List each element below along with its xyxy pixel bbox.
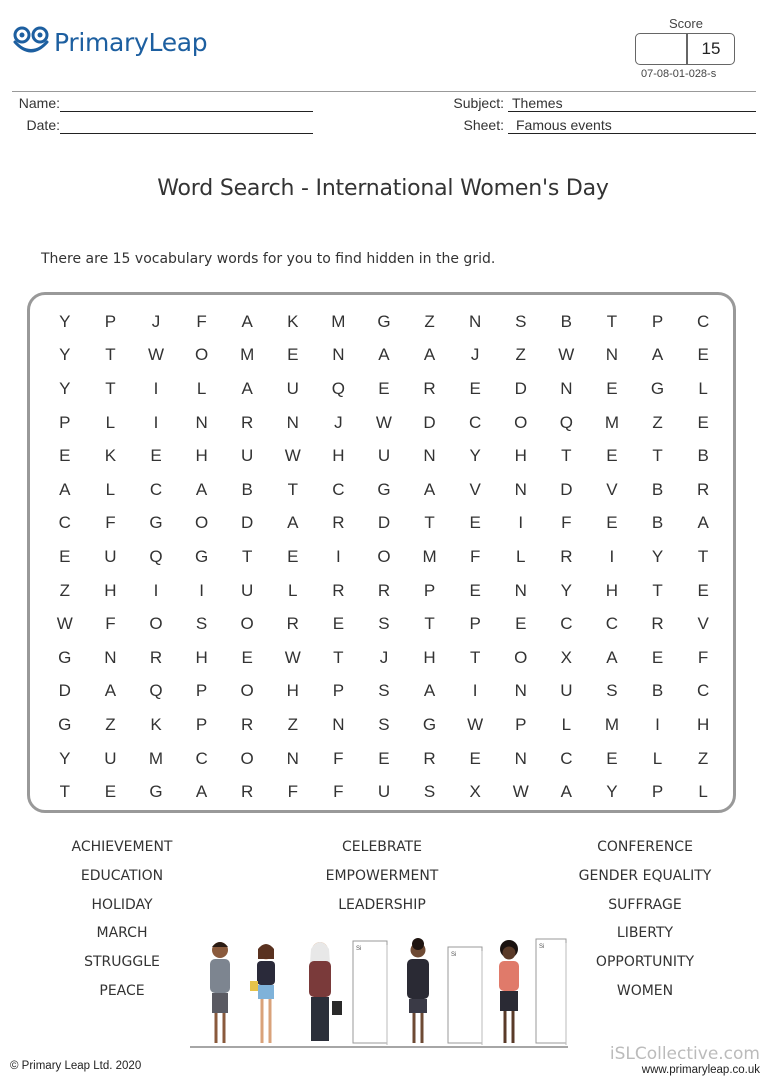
grid-letter[interactable]: U <box>104 546 117 566</box>
grid-letter[interactable]: F <box>196 311 207 331</box>
grid-letter[interactable]: T <box>59 782 70 802</box>
grid-letter[interactable]: T <box>652 446 663 466</box>
grid-letter[interactable]: Z <box>59 580 70 600</box>
woman-figure-4 <box>407 938 429 1043</box>
grid-letter[interactable]: B <box>560 311 572 331</box>
name-label: Name: <box>18 95 60 111</box>
grid-letter[interactable]: A <box>651 345 664 365</box>
grid-letter[interactable]: L <box>105 479 116 499</box>
grid-row <box>42 574 727 608</box>
sign-label: Si <box>451 952 457 958</box>
vocabulary-word: EDUCATION <box>80 867 164 884</box>
frog-face-icon <box>12 26 50 58</box>
grid-letter[interactable]: S <box>378 614 390 634</box>
grid-letter[interactable]: T <box>424 614 435 634</box>
vocabulary-word: LEADERSHIP <box>338 896 426 913</box>
vocabulary-word: SUFFRAGE <box>608 896 682 913</box>
grid-letter[interactable]: D <box>241 513 254 533</box>
woman-figure-1 <box>210 942 230 1043</box>
grid-letter[interactable]: A <box>423 345 436 365</box>
grid-letter[interactable]: E <box>469 513 481 533</box>
vocabulary-word: MARCH <box>96 925 148 942</box>
grid-letter[interactable]: E <box>697 412 709 432</box>
grid-letter[interactable]: O <box>514 647 528 667</box>
grid-letter[interactable]: X <box>469 782 481 802</box>
grid-letter[interactable]: H <box>104 580 117 600</box>
grid-row <box>42 775 727 809</box>
date-field-line[interactable] <box>60 133 313 134</box>
grid-letter[interactable]: U <box>377 782 391 802</box>
grid-letter[interactable]: F <box>333 782 344 802</box>
woman-figure-2 <box>250 944 275 1043</box>
grid-letter[interactable]: E <box>59 546 71 566</box>
grid-letter[interactable]: Q <box>331 378 345 398</box>
grid-letter[interactable]: P <box>423 580 436 600</box>
grid-letter[interactable]: S <box>378 714 390 734</box>
grid-letter[interactable]: C <box>560 614 573 634</box>
grid-letter[interactable]: C <box>469 412 482 432</box>
grid-letter[interactable]: W <box>558 345 575 365</box>
vocabulary-word: PEACE <box>99 983 145 999</box>
word-search-grid <box>42 305 727 809</box>
grid-letter[interactable]: I <box>655 714 660 734</box>
grid-letter[interactable]: C <box>605 614 619 634</box>
copyright: © Primary Leap Ltd. 2020 <box>10 1060 142 1072</box>
grid-letter[interactable]: I <box>153 378 159 398</box>
grid-row <box>42 607 727 641</box>
grid-letter[interactable]: C <box>195 748 208 768</box>
grid-letter[interactable]: Z <box>424 311 435 331</box>
grid-letter[interactable]: I <box>472 681 478 701</box>
grid-letter[interactable]: L <box>516 546 526 566</box>
grid-letter[interactable]: E <box>697 580 709 600</box>
grid-letter[interactable]: V <box>697 614 709 634</box>
grid-letter[interactable]: E <box>241 647 253 667</box>
grid-letter[interactable]: W <box>375 412 392 432</box>
brand-logo <box>12 26 207 58</box>
grid-letter[interactable]: H <box>423 647 436 667</box>
grid-letter[interactable]: I <box>153 412 159 432</box>
watermark: iSLCollective.com <box>609 1044 760 1064</box>
grid-letter[interactable]: B <box>651 479 664 499</box>
grid-letter[interactable]: B <box>241 479 253 499</box>
grid-letter[interactable]: F <box>105 614 116 634</box>
grid-letter[interactable]: A <box>241 378 253 398</box>
vocabulary-word: LIBERTY <box>616 925 674 942</box>
word-search-grid-frame <box>27 292 736 813</box>
grid-letter[interactable]: Z <box>105 714 116 734</box>
grid-row <box>42 473 727 507</box>
grid-letter[interactable]: T <box>561 446 572 466</box>
grid-letter[interactable]: S <box>423 782 436 802</box>
sheet-value: Famous events <box>516 117 612 133</box>
grid-letter[interactable]: E <box>606 748 618 768</box>
grid-letter[interactable]: A <box>195 782 208 802</box>
grid-letter[interactable]: E <box>606 513 618 533</box>
grid-row <box>42 439 727 473</box>
grid-letter[interactable]: H <box>286 681 299 701</box>
grid-letter[interactable]: R <box>651 614 664 634</box>
grid-letter[interactable]: C <box>149 479 163 499</box>
grid-letter[interactable]: E <box>378 378 390 398</box>
grid-letter[interactable]: O <box>240 748 254 768</box>
protest-sign-2 <box>448 947 482 1045</box>
grid-letter[interactable]: W <box>284 446 301 466</box>
grid-letter[interactable]: M <box>240 345 255 365</box>
grid-letter[interactable]: U <box>104 748 117 768</box>
score-box <box>635 33 735 65</box>
grid-letter[interactable]: E <box>606 446 618 466</box>
grid-letter[interactable]: B <box>651 681 664 701</box>
grid-letter[interactable]: W <box>147 345 164 365</box>
grid-letter[interactable]: L <box>196 378 207 398</box>
grid-letter[interactable]: O <box>377 546 391 566</box>
grid-letter[interactable]: E <box>469 378 481 398</box>
grid-letter[interactable]: S <box>195 614 208 634</box>
grid-letter[interactable]: O <box>240 614 254 634</box>
score-label: Score <box>669 16 703 31</box>
grid-letter[interactable]: M <box>148 748 164 768</box>
grid-letter[interactable]: N <box>195 412 208 432</box>
grid-letter[interactable]: E <box>606 378 618 398</box>
grid-row <box>42 305 727 339</box>
grid-letter[interactable]: C <box>696 681 710 701</box>
grid-letter[interactable]: L <box>105 412 116 432</box>
grid-letter[interactable]: C <box>560 748 573 768</box>
grid-letter[interactable]: L <box>288 580 298 600</box>
grid-letter[interactable]: G <box>194 546 209 566</box>
grid-letter[interactable]: G <box>58 714 72 734</box>
grid-letter[interactable]: F <box>287 782 298 802</box>
grid-letter[interactable]: Q <box>149 546 163 566</box>
grid-row <box>42 507 727 541</box>
grid-letter[interactable]: G <box>377 479 391 499</box>
grid-row <box>42 675 727 709</box>
grid-letter[interactable]: G <box>58 647 72 667</box>
grid-letter[interactable]: K <box>287 311 299 331</box>
grid-letter[interactable]: U <box>241 446 254 466</box>
date-label: Date: <box>26 117 60 133</box>
grid-letter[interactable]: P <box>195 681 208 701</box>
grid-letter[interactable]: E <box>104 782 117 802</box>
grid-letter[interactable]: Y <box>606 782 618 802</box>
grid-letter[interactable]: G <box>149 513 163 533</box>
grid-letter[interactable]: X <box>560 647 572 667</box>
grid-letter[interactable]: K <box>150 714 162 734</box>
grid-letter[interactable]: Z <box>652 412 663 432</box>
grid-letter[interactable]: T <box>424 513 435 533</box>
grid-letter[interactable]: Q <box>149 681 163 701</box>
grid-letter[interactable]: B <box>697 446 709 466</box>
vocabulary-word: OPPORTUNITY <box>595 954 695 971</box>
sheet-label: Sheet: <box>463 117 504 133</box>
grid-row <box>42 708 727 742</box>
grid-row <box>42 540 727 574</box>
grid-letter[interactable]: O <box>194 345 209 365</box>
grid-row <box>42 641 727 675</box>
grid-letter[interactable]: P <box>59 412 71 432</box>
grid-letter[interactable]: W <box>284 647 301 667</box>
grid-letter[interactable]: O <box>240 681 254 701</box>
vocabulary-word: ACHIEVEMENT <box>71 839 173 855</box>
grid-letter[interactable]: F <box>561 513 572 533</box>
grid-letter[interactable]: A <box>378 345 390 365</box>
grid-letter[interactable]: A <box>287 513 299 533</box>
grid-letter[interactable]: E <box>469 748 481 768</box>
grid-letter[interactable]: N <box>605 345 619 365</box>
grid-letter[interactable]: A <box>195 479 208 499</box>
grid-letter[interactable]: Y <box>59 345 71 365</box>
grid-letter[interactable]: P <box>104 311 117 331</box>
grid-letter[interactable]: P <box>651 782 664 802</box>
vocabulary-word: CELEBRATE <box>342 839 422 855</box>
grid-letter[interactable]: J <box>151 311 161 331</box>
vocabulary-word: WOMEN <box>616 983 674 999</box>
grid-letter[interactable]: A <box>241 311 253 331</box>
grid-letter[interactable]: T <box>241 546 253 566</box>
grid-letter[interactable]: Y <box>59 311 71 331</box>
grid-letter[interactable]: V <box>606 479 618 499</box>
instructions: There are 15 vocabulary words for you to find hidden in the grid. <box>41 251 496 267</box>
grid-letter[interactable]: E <box>287 345 299 365</box>
grid-letter[interactable]: U <box>377 446 391 466</box>
grid-letter[interactable]: T <box>469 647 481 667</box>
grid-letter[interactable]: T <box>105 378 116 398</box>
grid-letter[interactable]: M <box>604 412 619 432</box>
grid-letter[interactable]: E <box>287 546 299 566</box>
grid-letter[interactable]: V <box>469 479 481 499</box>
grid-letter[interactable]: I <box>609 546 615 566</box>
header-divider <box>12 91 756 92</box>
grid-letter[interactable]: T <box>333 647 344 667</box>
grid-letter[interactable]: J <box>470 345 480 365</box>
grid-letter[interactable]: E <box>378 748 390 768</box>
grid-letter[interactable]: F <box>469 546 481 566</box>
grid-letter[interactable]: N <box>514 681 527 701</box>
sheet-field-line <box>508 133 756 134</box>
grid-letter[interactable]: P <box>469 614 481 634</box>
grid-letter[interactable]: K <box>104 446 117 466</box>
grid-letter[interactable]: N <box>514 748 527 768</box>
page-title: Word Search - International Women's Day <box>157 176 609 201</box>
grid-letter[interactable]: D <box>514 378 527 398</box>
grid-letter[interactable]: G <box>377 311 391 331</box>
grid-letter[interactable]: P <box>651 311 664 331</box>
grid-letter[interactable]: E <box>515 614 527 634</box>
grid-letter[interactable]: Y <box>469 446 481 466</box>
grid-letter[interactable]: L <box>698 378 708 398</box>
grid-letter[interactable]: H <box>332 446 345 466</box>
grid-letter[interactable]: I <box>153 580 159 600</box>
grid-letter[interactable]: N <box>286 748 299 768</box>
grid-letter[interactable]: P <box>332 681 345 701</box>
vocabulary-word: HOLIDAY <box>91 896 153 913</box>
grid-letter[interactable]: E <box>59 446 71 466</box>
grid-letter[interactable]: R <box>286 614 299 634</box>
grid-row <box>42 406 727 440</box>
grid-letter[interactable]: P <box>515 714 527 734</box>
subject-field-line <box>508 111 756 112</box>
grid-letter[interactable]: J <box>379 647 389 667</box>
grid-letter[interactable]: L <box>561 714 572 734</box>
grid-letter[interactable]: N <box>514 479 527 499</box>
grid-letter[interactable]: R <box>332 513 345 533</box>
grid-letter[interactable]: G <box>650 378 665 398</box>
grid-letter[interactable]: M <box>331 311 346 331</box>
grid-letter[interactable]: E <box>697 345 709 365</box>
grid-letter[interactable]: N <box>104 647 117 667</box>
website-link[interactable]: www.primaryleap.co.uk <box>641 1064 760 1076</box>
grid-letter[interactable]: O <box>514 412 528 432</box>
grid-letter[interactable]: A <box>423 681 436 701</box>
grid-letter[interactable]: Y <box>59 748 71 768</box>
grid-letter[interactable]: N <box>560 378 573 398</box>
grid-letter[interactable]: A <box>104 681 117 701</box>
grid-letter[interactable]: R <box>377 580 391 600</box>
subject-label: Subject: <box>453 95 504 111</box>
grid-letter[interactable]: S <box>515 311 527 331</box>
grid-letter[interactable]: S <box>378 681 390 701</box>
grid-letter[interactable]: B <box>651 513 664 533</box>
score-total: 15 <box>701 39 721 58</box>
grid-letter[interactable]: E <box>651 647 664 667</box>
women-illustration <box>190 935 568 1050</box>
protest-sign-3 <box>536 939 566 1045</box>
grid-letter[interactable]: E <box>332 614 345 634</box>
grid-letter[interactable]: U <box>560 681 573 701</box>
grid-letter[interactable]: H <box>605 580 619 600</box>
grid-letter[interactable]: R <box>241 412 254 432</box>
grid-letter[interactable]: A <box>59 479 71 499</box>
grid-letter[interactable]: R <box>241 782 254 802</box>
sign-label: Si <box>539 944 545 950</box>
sign-label: Si <box>356 946 362 952</box>
grid-letter[interactable]: D <box>377 513 391 533</box>
grid-letter[interactable]: R <box>423 378 436 398</box>
footer-right <box>590 1044 760 1076</box>
grid-letter[interactable]: R <box>149 647 163 667</box>
grid-letter[interactable]: O <box>194 513 209 533</box>
grid-letter[interactable]: Z <box>287 714 298 734</box>
grid-letter[interactable]: Y <box>59 378 71 398</box>
grid-letter[interactable]: O <box>149 614 163 634</box>
grid-letter[interactable]: N <box>332 714 345 734</box>
grid-letter[interactable]: A <box>423 479 436 499</box>
grid-letter[interactable]: I <box>335 546 341 566</box>
grid-letter[interactable]: I <box>518 513 524 533</box>
grid-letter[interactable]: D <box>58 681 71 701</box>
grid-letter[interactable]: U <box>286 378 299 398</box>
grid-letter[interactable]: C <box>696 311 710 331</box>
grid-letter[interactable]: E <box>150 446 162 466</box>
grid-letter[interactable]: T <box>652 580 663 600</box>
grid-letter[interactable]: N <box>514 580 527 600</box>
grid-letter[interactable]: W <box>467 714 484 734</box>
grid-letter[interactable]: R <box>560 546 573 566</box>
grid-row <box>42 372 727 406</box>
brand-name: PrimaryLeap <box>54 27 208 57</box>
vocabulary-word: GENDER EQUALITY <box>578 867 712 884</box>
grid-letter[interactable]: R <box>423 748 436 768</box>
grid-letter[interactable]: H <box>696 714 710 734</box>
grid-row <box>42 339 727 373</box>
grid-letter[interactable]: W <box>512 782 529 802</box>
grid-letter[interactable]: J <box>334 412 343 432</box>
grid-letter[interactable]: Z <box>697 748 709 768</box>
grid-letter[interactable]: Z <box>515 345 526 365</box>
name-field-line[interactable] <box>60 111 313 112</box>
grid-letter[interactable]: T <box>287 479 298 499</box>
vocabulary-word: EMPOWERMENT <box>325 867 439 884</box>
grid-letter[interactable]: L <box>698 782 708 802</box>
grid-letter[interactable]: R <box>696 479 710 499</box>
grid-letter[interactable]: A <box>560 782 572 802</box>
subject-value: Themes <box>512 95 563 111</box>
grid-letter[interactable]: M <box>422 546 437 566</box>
grid-letter[interactable]: D <box>423 412 436 432</box>
grid-letter[interactable]: F <box>333 748 344 768</box>
grid-letter[interactable]: H <box>514 446 527 466</box>
grid-letter[interactable]: M <box>604 714 619 734</box>
grid-letter[interactable]: T <box>105 345 116 365</box>
vocabulary-word: CONFERENCE <box>597 839 693 855</box>
grid-letter[interactable]: F <box>105 513 116 533</box>
grid-letter[interactable]: R <box>332 580 345 600</box>
protest-sign-1 <box>353 941 387 1045</box>
grid-letter[interactable]: C <box>58 513 71 533</box>
grid-letter[interactable]: T <box>606 311 618 331</box>
grid-letter[interactable]: N <box>286 412 299 432</box>
grid-letter[interactable]: S <box>606 681 618 701</box>
woman-figure-3 <box>309 942 342 1041</box>
grid-letter[interactable]: U <box>241 580 254 600</box>
grid-letter[interactable]: D <box>560 479 573 499</box>
grid-letter[interactable]: N <box>423 446 436 466</box>
grid-letter[interactable]: A <box>606 647 618 667</box>
grid-letter[interactable]: P <box>195 714 208 734</box>
sheet-code: 07-08-01-028-s <box>641 68 717 80</box>
grid-letter[interactable]: G <box>149 782 163 802</box>
grid-letter[interactable]: H <box>195 446 208 466</box>
grid-letter[interactable]: Y <box>560 580 572 600</box>
grid-letter[interactable]: I <box>199 580 204 600</box>
grid-letter[interactable]: A <box>697 513 709 533</box>
grid-letter[interactable]: N <box>469 311 482 331</box>
grid-letter[interactable]: T <box>697 546 709 566</box>
grid-letter[interactable]: Y <box>651 546 664 566</box>
grid-letter[interactable]: R <box>241 714 254 734</box>
grid-letter[interactable]: L <box>652 748 663 768</box>
grid-row <box>42 742 727 776</box>
grid-letter[interactable]: F <box>697 647 709 667</box>
vocabulary-word: STRUGGLE <box>84 954 160 971</box>
woman-figure-5 <box>499 940 519 1043</box>
grid-letter[interactable]: Q <box>559 412 573 432</box>
grid-letter[interactable]: H <box>195 647 208 667</box>
grid-letter[interactable]: W <box>56 614 73 634</box>
grid-letter[interactable]: C <box>332 479 345 499</box>
grid-letter[interactable]: E <box>469 580 481 600</box>
grid-letter[interactable]: G <box>422 714 437 734</box>
grid-letter[interactable]: N <box>332 345 345 365</box>
